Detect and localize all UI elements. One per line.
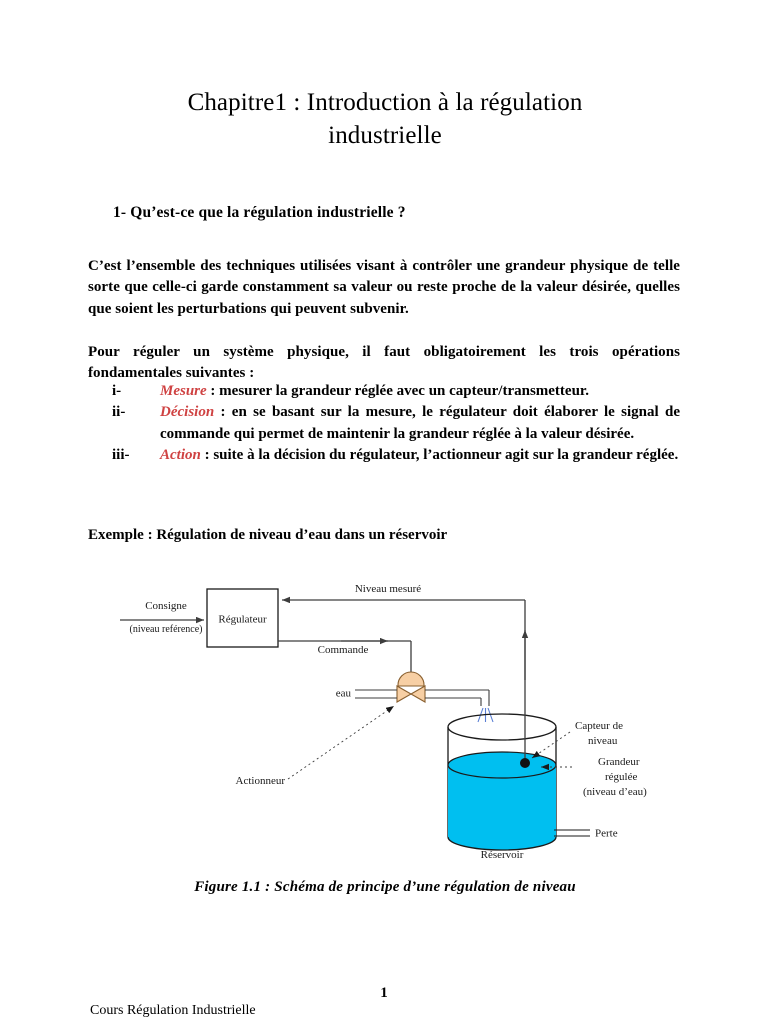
list-item-text: : en se basant sur la mesure, le régulateur doit élaborer le signal de commande qui permet de maintenir la grandeur réglée à la valeur désirée.	[160, 404, 680, 442]
sensor-label-line1: Capteur de	[575, 720, 623, 732]
controlled-variable-label-line1: Grandeur	[598, 756, 640, 768]
list-item-keyword: Mesure	[160, 383, 207, 399]
page-title	[120, 86, 650, 152]
water-inlet-label: eau	[335, 687, 351, 700]
sensor-label-line2: niveau	[588, 735, 618, 747]
paragraph-operations-intro: Pour réguler un système physique, il faut obligatoirement les trois opérations fondamentales suivantes :	[88, 344, 680, 382]
list-item-keyword: Décision	[160, 404, 215, 421]
loss-label: Perte	[595, 827, 618, 840]
list-item-marker: i-	[112, 383, 122, 399]
setpoint-sublabel: (niveau reférence)	[129, 624, 203, 635]
valve-left-triangle	[397, 686, 411, 702]
level-sensor-probe	[520, 758, 530, 768]
tank-top-rim	[448, 714, 556, 740]
list-item-keyword: Action	[160, 446, 201, 463]
title-line-1: Chapitre1 : Introduction à la régulation	[187, 89, 583, 116]
measured-level-label: Niveau mesuré	[354, 583, 422, 595]
setpoint-label: Consigne	[145, 600, 187, 612]
list-item-body	[160, 402, 680, 445]
sensor-leader-line	[532, 732, 570, 758]
list-item	[112, 381, 680, 402]
example-line: Exemple : Régulation de niveau d’eau dans un réservoir	[88, 527, 448, 543]
title-line-2: industrielle	[328, 122, 442, 149]
actuator-label: Actionneur	[235, 775, 285, 787]
list-item-marker: iii-	[112, 446, 130, 463]
command-label: Commande	[317, 644, 369, 656]
figure-regulation-schematic	[0, 572, 768, 872]
water-surface	[448, 752, 556, 778]
list-item-body	[160, 381, 680, 402]
paragraph-definition: C’est l’ensemble des techniques utilisées visant à contrôler une grandeur physique de telle sorte que celle-ci garde constamment sa valeur ou reste proche de la valeur désirée, quelles que soient les perturbations qui peuvent subvenir.	[88, 258, 680, 317]
figure-caption: Figure 1.1 : Schéma de principe d’une régulation de niveau	[194, 879, 576, 895]
list-item-body	[160, 445, 680, 466]
list-item	[112, 402, 680, 445]
actuator-leader-line	[288, 706, 394, 779]
section-heading: 1- Qu’est-ce que la régulation industrielle ?	[113, 204, 406, 221]
reservoir-label: Réservoir	[480, 849, 524, 861]
regulator-label: Régulateur	[218, 613, 267, 626]
footer-course-title: Cours Régulation Industrielle	[90, 1003, 256, 1018]
list-item-text: : mesurer la grandeur réglée avec un capteur/transmetteur.	[206, 383, 589, 399]
valve-right-triangle	[411, 686, 425, 702]
controlled-variable-label-line2: régulée	[605, 771, 638, 783]
list-item	[112, 445, 680, 466]
page-number: 1	[380, 985, 388, 1001]
controlled-variable-label-line3: (niveau d’eau)	[583, 786, 647, 798]
operations-list	[112, 381, 680, 466]
list-item-marker: ii-	[112, 404, 126, 421]
actuator-dome	[398, 672, 424, 686]
list-item-text: : suite à la décision du régulateur, l’actionneur agit sur la grandeur réglée.	[200, 446, 679, 463]
schematic-svg	[0, 572, 768, 872]
